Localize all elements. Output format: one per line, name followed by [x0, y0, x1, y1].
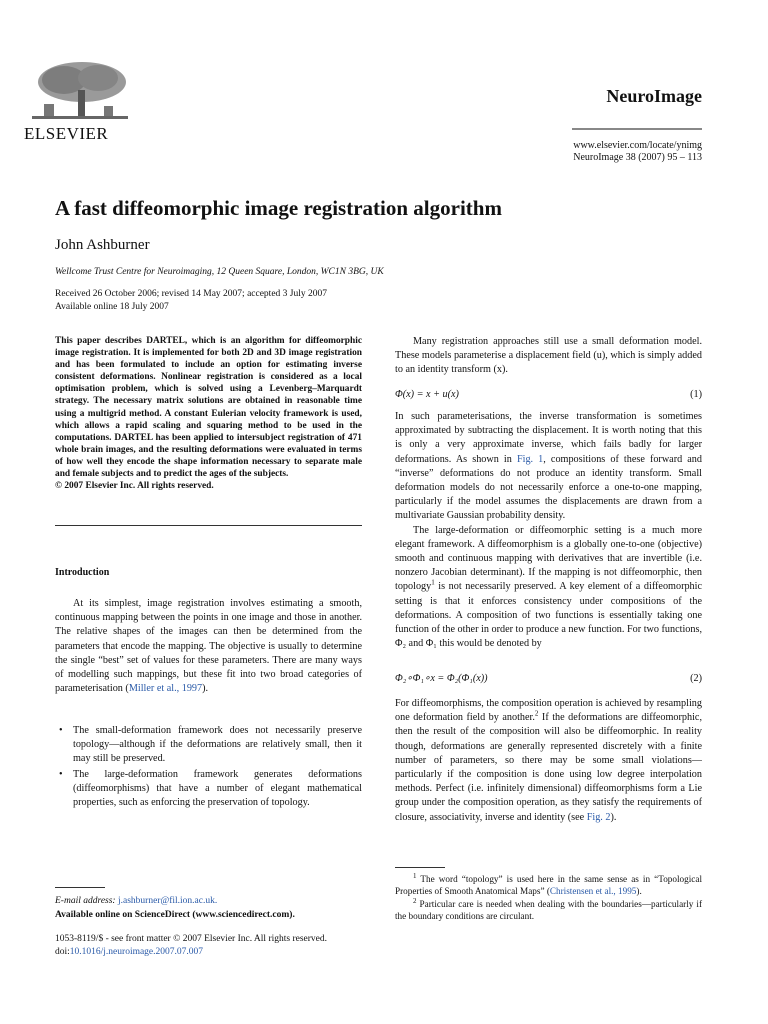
- paragraph-text: In such parameterisations, the inverse transformation is sometimes approximated by subtracting the displacement. It is worth noting that this is only a very approximate inverse, which fails badly for larger deformations. As shown in: [395, 411, 702, 465]
- figure-link-fig1[interactable]: Fig. 1: [516, 453, 544, 465]
- author-email: [55, 896, 217, 906]
- list-item-text: The large-deformation framework generates deformations (diffeomorphisms) that have a number of elegant mathematical properties, such as enforcing the preservation of topology.: [73, 768, 362, 809]
- sciencedirect-notice: Available online on ScienceDirect (www.sciencedirect.com).: [55, 910, 295, 920]
- paragraph-text-cont: is not necessarily preserved. A key element of a diffeomorphic setting is that it enforces consistency under compositions of the deformations. A composition of two functions is essentially taking one function of the other in order to produce a new function. For two functions, Φ₂ and Φ₁ this would be denoted by: [395, 581, 702, 650]
- equation-1-number: (1): [690, 389, 702, 400]
- list-item: [55, 768, 362, 811]
- footnote-ref-2[interactable]: 2: [534, 709, 539, 718]
- bullet-icon: •: [59, 768, 63, 780]
- footnote-2: [395, 898, 702, 922]
- citation-link-christensen[interactable]: Christensen et al., 1995: [549, 886, 637, 896]
- list-item-text: The small-deformation framework does not necessarily preserve topology—although if the deformations are relatively small, then it may still be preserved.: [73, 725, 362, 765]
- list-item: [55, 724, 362, 767]
- equation-2-number: (2): [690, 673, 702, 684]
- copyright-notice: © 2007 Elsevier Inc. All rights reserved.: [55, 481, 214, 492]
- footnote-1: [395, 873, 702, 897]
- section-heading-introduction: Introduction: [55, 567, 110, 578]
- citation-link-miller[interactable]: Miller et al., 1997: [128, 683, 203, 695]
- doi-line: [55, 947, 203, 957]
- journal-citation: NeuroImage 38 (2007) 95 – 113: [573, 152, 702, 163]
- footnote-text: Particular care is needed when dealing with the boundaries—particularly if the boundary conditions are circulant.: [395, 899, 703, 921]
- publisher-name: ELSEVIER: [24, 124, 109, 143]
- email-link[interactable]: j.ashburner@fil.ion.ac.uk.: [117, 896, 218, 906]
- paragraph-small-deformation: [395, 335, 702, 378]
- intro-text-end: ).: [202, 683, 209, 695]
- article-author: John Ashburner: [55, 237, 150, 253]
- paragraph-text: The large-deformation or diffeomorphic setting is a much more elegant framework. A diffeomorphism is a globally one-to-one (objective) smooth and continuous mapping with derivatives that are invertible (i.e. nonzero Jacobian determinant). If the mapping is not diffeomorphic, then topology: [395, 524, 702, 593]
- article-title: A fast diffeomorphic image registration algorithm: [55, 196, 502, 220]
- footnote-text-end: ).: [636, 886, 642, 896]
- equation-2: [395, 673, 702, 689]
- header-rule: [572, 128, 702, 130]
- journal-url[interactable]: www.elsevier.com/locate/ynimg: [573, 140, 702, 151]
- intro-paragraph: [55, 597, 362, 696]
- doi-label: doi:: [55, 947, 70, 957]
- author-affiliation: Wellcome Trust Centre for Neuroimaging, 12 Queen Square, London, WC1N 3BG, UK: [55, 267, 384, 277]
- paragraph-text-cont: If the deformations are diffeomorphic, then the result of the composition will also be diffeomorphic. In reality though, deformations are generally represented discretely with a finite number of parameters, so there may be some small violations—particularly if the composition is done using low degree interpolation methods. Perfect (i.e. infinitely dimensional) diffeomorphisms form a Lie group under the composition operation, as they satisfy the requirements of closure, associativity, inverse and identity (see: [395, 712, 703, 823]
- footnote-number: 2: [413, 896, 417, 905]
- footnote-rule: [395, 867, 445, 868]
- equation-1: [395, 389, 702, 405]
- framework-list: [55, 724, 362, 811]
- doi-link[interactable]: 10.1016/j.neuroimage.2007.07.007: [69, 947, 204, 957]
- journal-name: NeuroImage: [606, 86, 702, 106]
- footnote-ref-1[interactable]: 1: [431, 579, 435, 588]
- abstract-rule: [55, 525, 362, 526]
- paragraph-inverse: [395, 410, 702, 651]
- paragraph-text: For diffeomorphisms, the composition operation is achieved by resampling one deformation field by another.: [395, 698, 702, 724]
- abstract-text: This paper describes DARTEL, which is an algorithm for diffeomorphic image registration. It is implemented for both 2D and 3D image registration and has been formulated to include an option for estimating inverse consistent deformations. Nonlinear registration is considered as a local optimisation problem, which is solved using a Levenberg–Marquardt strategy. The necessary matrix solutions are obtained in reasonable time using a multigrid method. A constant Eulerian velocity framework is used, which allows a rapid scaling and squaring method to be used in the computations. DARTEL has been applied to intersubject registration of 471 whole brain images, and the resulting deformations were evaluated in terms of how well they encode the shape information necessary to separate male and female subjects and to predict the ages of the subjects.: [55, 336, 362, 480]
- abstract: [55, 335, 362, 492]
- figure-link-fig2[interactable]: Fig. 2: [586, 811, 611, 823]
- intro-text: At its simplest, image registration involves estimating a smooth, continuous mapping between the points in one image and those in another. The relative shapes of the images can then be determined from the parameters that encode the mapping. The objective is usually to determine the single “best” set of values for these parameters. There are many ways of modelling such mappings, but these fit into two broad categories of parameterisation (: [55, 598, 362, 695]
- footnote-rule: [55, 887, 105, 888]
- bullet-icon: •: [59, 725, 63, 736]
- footnote-number: 1: [413, 871, 417, 880]
- issn-line: 1053-8119/$ - see front matter © 2007 Elsevier Inc. All rights reserved.: [55, 934, 328, 944]
- equation-2-expression: Φ₂∘Φ₁∘x = Φ₂(Φ₁(x)): [395, 673, 488, 684]
- paragraph-text: Many registration approaches still use a small deformation model. These models parameterise a displacement field (u), which is simply added to an identity transform (x).: [395, 336, 702, 376]
- article-dates: Received 26 October 2006; revised 14 May 2007; accepted 3 July 2007: [55, 289, 327, 299]
- paragraph-text-cont: , compositions of these forward and “inverse” deformations do not produce an identity transform. Small deformation models do not necessarily enforce a one-to-one mapping, particularly if the model assumes the displacements are drawn from a multivariate Gaussian probability density.: [395, 453, 702, 522]
- footnote-text: The word “topology” is used here in the same sense as in “Topological Properties of Smooth Anatomical Maps” (: [395, 874, 702, 896]
- paragraph-composition: [395, 697, 702, 825]
- email-label: E-mail address:: [55, 896, 116, 906]
- paragraph-text-end: ).: [610, 811, 617, 823]
- equation-1-expression: Φ(x) = x + u(x): [395, 389, 459, 400]
- available-online-date: Available online 18 July 2007: [55, 302, 169, 312]
